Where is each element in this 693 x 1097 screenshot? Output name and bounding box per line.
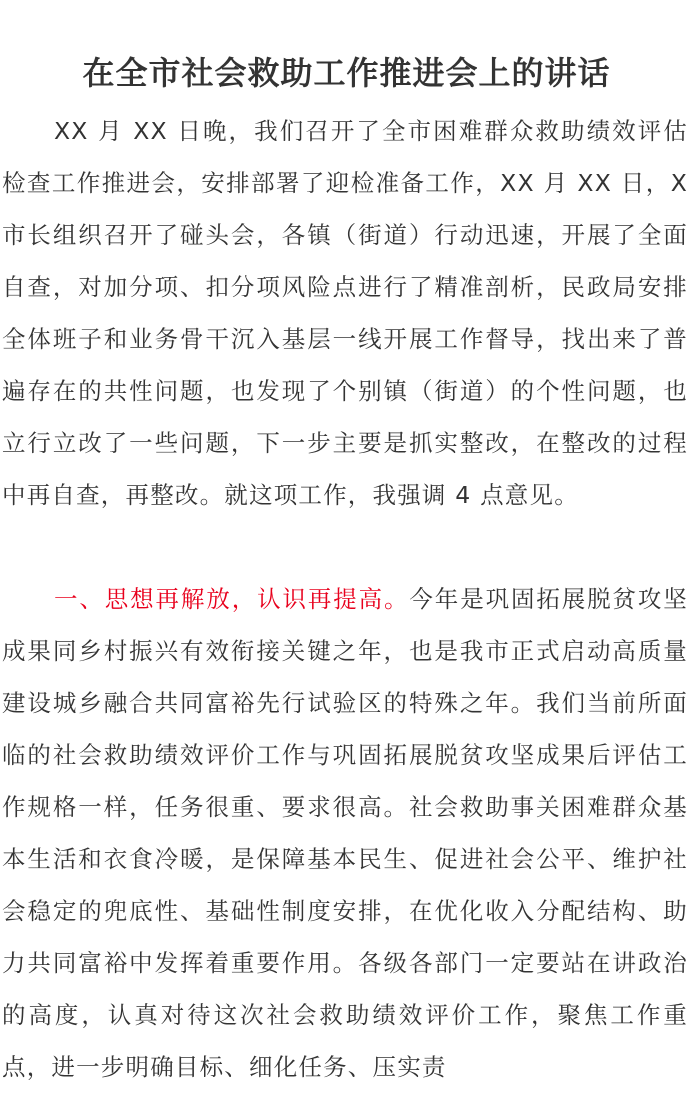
section-heading: 一、思想再解放，认识再提高。 — [54, 585, 410, 613]
paragraph-intro-text: XX 月 XX 日晚，我们召开了全市困难群众救助绩效评估检查工作推进会，安排部署了迎检准备工作，XX 月 XX 日，X 市长组织召开了碰头会，各镇（街道）行动迅速，开展了全面自查，对加分项、扣分项风险点进行了精准剖析，民政局安排全体班子和业务骨干沉入基层一线开展工作督导，找出来了普遍存在的共性问题，也发现了个别镇（街道）的个性问题，也立行立改了一些问题，下一步主要是抓实整改，在整改的过程中再自查，再整改。就这项工作，我强调 4 点意见。 — [2, 117, 688, 509]
page-title: 在全市社会救助工作推进会上的讲话 — [82, 54, 611, 93]
paragraph-point-one — [2, 573, 688, 1093]
paragraph-intro — [2, 105, 688, 521]
paragraph-point-one-text: 今年是巩固拓展脱贫攻坚成果同乡村振兴有效衔接关键之年，也是我市正式启动高质量建设城乡融合共同富裕先行试验区的特殊之年。我们当前所面临的社会救助绩效评价工作与巩固拓展脱贫攻坚成果后评估工作规格一样，任务很重、要求很高。社会救助事关困难群众基本生活和衣食冷暖，是保障基本民生、促进社会公平、维护社会稳定的兜底性、基础性制度安排，在优化收入分配结构、助力共同富裕中发挥着重要作用。各级各部门一定要站在讲政治的高度，认真对待这次社会救助绩效评价工作，聚焦工作重点，进一步明确目标、细化任务、压实责 — [2, 585, 688, 1081]
